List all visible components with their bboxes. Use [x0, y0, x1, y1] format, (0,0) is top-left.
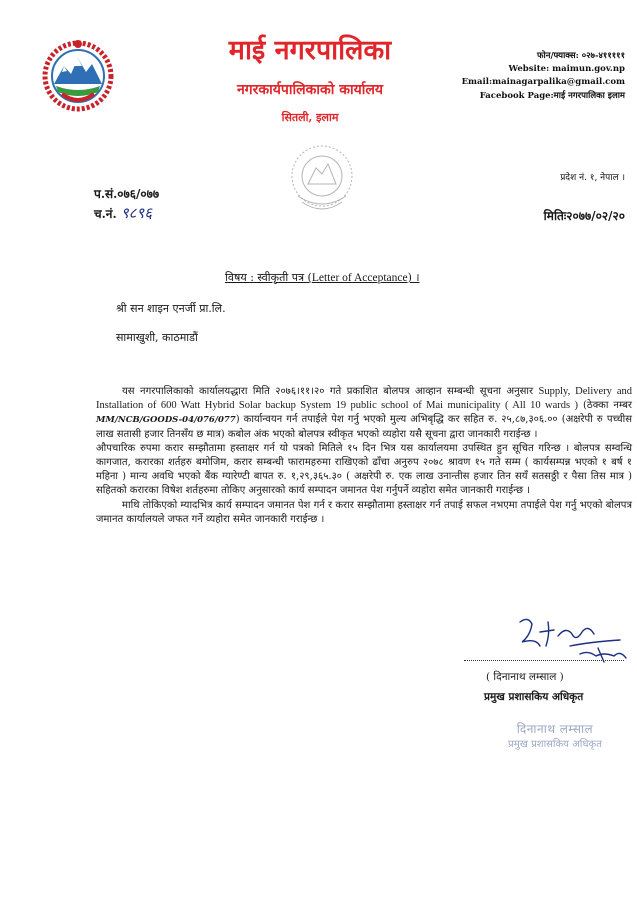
subject-end: ) । — [407, 271, 420, 284]
addressee-address: सामाखुशी, काठमाडौं — [116, 331, 198, 344]
body-p1-a: यस नगरपालिकाको कार्यालयद्धारा मिति २०७६।११।२० गते प्रकाशित बोलपत्र आव्हान सम्बन्धी सूचना अनुसार — [122, 386, 539, 397]
body-p1-english: Supply, Delivery and Installation of 600 Watt Hybrid Solar backup System 19 public school of Mai municipality ( All 10 wards ) — [96, 386, 632, 412]
contact-facebook: Facebook Page:माई नगरपालिका इलाम — [479, 91, 625, 101]
body-paragraph-1 — [96, 385, 632, 442]
dispatch-number-value: ९८९६ — [120, 204, 153, 222]
body-p1-c: ) कार्यान्वयन गर्न तपाईले पेश गर्नु भएको मुल्य अभिबृद्धि कर सहित रु. २५,८७,३०६.०० (अक्षरेपी रु पच्चीस लाख सतासी हजार तिनसँय छ मात्र) कबोल अंक भएको बोलपत्र स्वीकृत भएको व्यहोरा यसै सूचना द्वारा जानकारी गराईन्छ । — [96, 414, 632, 440]
dispatch-number — [94, 203, 152, 223]
subject-english: Letter of Acceptance — [311, 272, 408, 284]
name-stamp — [498, 722, 612, 752]
dispatch-number-label: च.नं. — [94, 207, 117, 221]
letter-date: मितिः२०७७/०२/२० — [543, 209, 625, 223]
body-paragraph-2: औपचारिक रुपमा करार सम्झौतामा हस्ताक्षर गर्न यो पत्रको मितिले १५ दिन भित्र यस कार्यालयमा उपस्थित हुन सूचित गरिन्छ । बोलपत्र सम्वन्धि कागजात, करारका शर्तहरु बमोजिम, करार सम्बन्धी फारामहरुमा राखिएको ढाँचा अनुरुप २०७८ श्रावण १५ गते सम्म ( कार्यसम्पन्न भएको १ बर्ष १ महिना ) मान्य अवधि भएको बैंक ग्यारेण्टी बापत रु. १,२९,३६५.३० ( अक्षरेपी रु. एक लाख उनान्तीस हजार तिन सयँ सतसठ्ठी र पैसा तिस मात्र ) सहितको करारका विषेश शर्तहरुमा तोकिए अनुसारको कार्य सम्पादन जमानत पेश गर्नुपर्ने व्यहोरा समेत जानकारी गराईन्छ । — [96, 442, 632, 497]
subject-label: विषय : स्वीकृती पत्र ( — [225, 271, 312, 284]
signer-title: प्रमुख प्रशासकिय अधिकृत — [484, 691, 584, 703]
body-p1-b: (ठेक्का नम्बर — [578, 400, 632, 412]
subject-line — [225, 270, 420, 285]
contact-phone: फोन/फ्याक्स: ०२७-४१११११ — [536, 51, 625, 61]
body-paragraph-3: माथि तोकिएको म्यादभित्र कार्य सम्पादन जमानत पेश गर्न र करार सम्झौतामा हस्ताक्षर गर्न तपाई सफल नभएमा तपाईले पेश गर्नु भएको बोलपत्र जमानत कार्यालयले जफत गर्ने व्यहोरा समेत जानकारी गराईन्छ । — [96, 499, 632, 525]
contract-number: MM/NCB/GOODS-04/076/077 — [96, 415, 236, 426]
signature-line — [464, 660, 624, 661]
signer-name: ( दिनानाथ लम्साल ) — [486, 671, 564, 683]
contact-email: Email:mainagarpalika@gmail.com — [461, 77, 625, 87]
office-subtitle: नगरकार्यपालिकाको कार्यालय — [237, 82, 383, 98]
handwritten-signature-icon — [510, 612, 630, 672]
municipality-title: माई नगरपालिका — [228, 35, 392, 66]
reference-number: प.सं.०७६/०७७ — [94, 187, 160, 201]
letter-body — [96, 385, 632, 527]
office-location: सितली, इलाम — [281, 111, 339, 124]
addressee-name: श्री सन शाइन एनर्जी प्रा.लि. — [116, 302, 226, 315]
municipality-seal-icon — [284, 140, 360, 216]
stamp-name: दिनानाथ लम्साल — [516, 722, 594, 736]
nepal-government-emblem-icon — [40, 36, 116, 112]
stamp-title: प्रमुख प्रशासकिय अधिकृत — [508, 739, 602, 750]
province-label: प्रदेश नं. १, नेपाल । — [560, 173, 625, 183]
contact-website: Website: maimun.gov.np — [508, 64, 625, 74]
